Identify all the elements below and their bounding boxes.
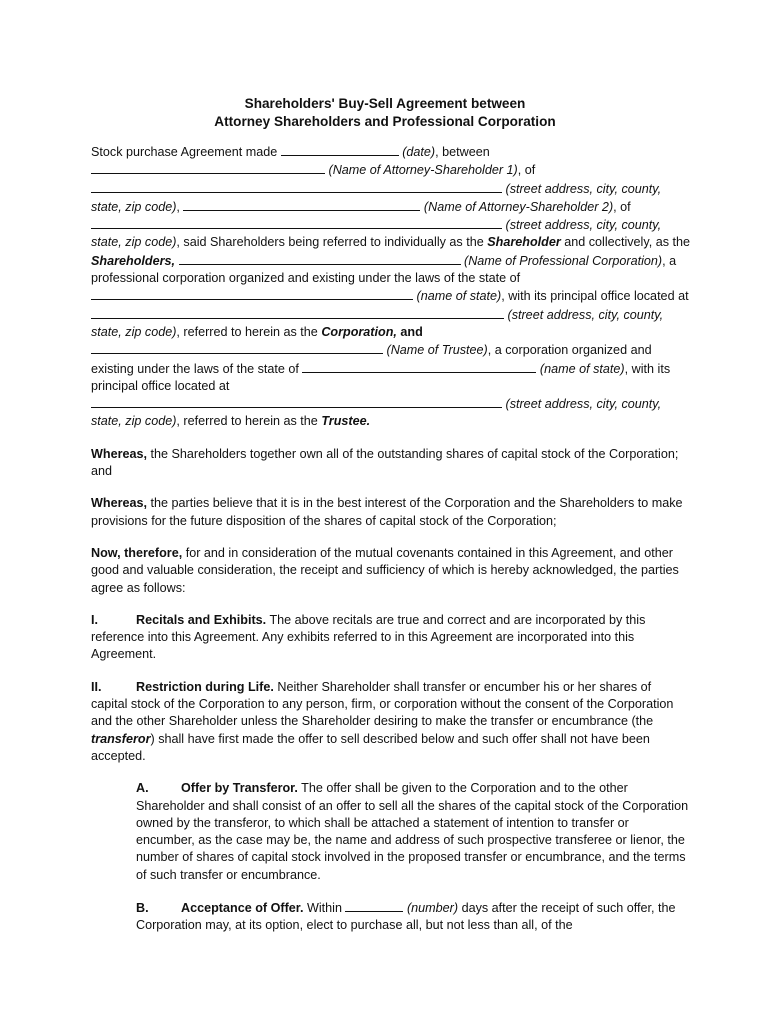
section-1: I. Recitals and Exhibits. The above recitals are true and correct and are incorporated by this reference into this Agreement. Any exhibits referred to in this Agreement are incorporated into this Agreement. (91, 612, 646, 662)
subsection-a: A. Offer by Transferor. The offer shall be given to the Corporation and to the other Shareholder and shall consist of an offer to sell all the shares of the capital stock of the Corporation owned by the transferor, to which shall be attached a statement of intention to transfer or encumber, as the case may be, the name and address of such prospective transferee or lienor, the number of shares of capital stock involved in the proposed transfer or encumbrance, and the terms of such transfer or encumbrance. (136, 781, 689, 882)
shareholder1-name-blank[interactable] (91, 161, 325, 174)
corporation-state-blank[interactable] (91, 287, 413, 300)
intro-paragraph: Stock purchase Agreement made (date), between (Name of Attorney-Shareholder 1), of (street address, city, county, state, zip code), (Name of Attorney-Shareholder 2), of (street address, city, county, state, zip code), said Shareholders being referred to individually as the Shareholder and collectively, as the Shareholders, (Name of Professional Corporation), a professional corporation organized and existing under the laws of the state of (name of state), with its principal office located at (street address, city, county, state, zip code), referred to herein as the Corporation, and (Name of Trustee), a corporation organized and existing under the laws of the state of (name of state), with its principal office located at (street address, city, county, state, zip code), referred to herein as the Trustee. (91, 145, 691, 429)
days-number-blank[interactable] (345, 899, 403, 912)
date-blank[interactable] (281, 143, 399, 156)
subsection-b: B. Acceptance of Offer. Within (number) days after the receipt of such offer, the Corporation may, at its option, elect to purchase all, but not less than all, of the (136, 900, 676, 933)
now-therefore-paragraph: Now, therefore, for and in consideration of the mutual covenants contained in this Agreement, and other good and valuable consideration, the receipt and sufficiency of which is hereby acknowledged, the parties agree as follows: (91, 545, 679, 595)
title-line-2: Attorney Shareholders and Professional Corporation (214, 113, 556, 129)
whereas-paragraph-2: Whereas, the parties believe that it is in the best interest of the Corporation and the Shareholders to make provisions for the future disposition of the shares of capital stock of the Corporation; (91, 496, 683, 528)
trustee-state-blank[interactable] (302, 360, 536, 373)
whereas-paragraph-1: Whereas, the Shareholders together own all of the outstanding shares of capital stock of the Corporation; and (91, 446, 679, 479)
document-body (91, 143, 691, 950)
section-2: II. Restriction during Life. Neither Shareholder shall transfer or encumber his or her shares of capital stock of the Corporation to any person, firm, or corporation without the consent of the Corporation and the other Shareholder unless the Shareholder desiring to make the transfer or encumbrance (the transferor) shall have first made the offer to sell described below and such offer shall not have been accepted. (91, 679, 674, 763)
corporation-name-blank[interactable] (179, 252, 461, 265)
trustee-name-blank[interactable] (91, 341, 383, 354)
shareholder2-name-blank[interactable] (183, 198, 420, 211)
title-line-1: Shareholders' Buy-Sell Agreement between (244, 96, 526, 111)
document-title (0, 95, 770, 130)
corporation-address-blank[interactable] (91, 306, 504, 319)
shareholder1-address-blank[interactable] (91, 180, 502, 193)
shareholder2-address-blank[interactable] (91, 216, 502, 229)
trustee-address-blank[interactable] (91, 395, 502, 408)
